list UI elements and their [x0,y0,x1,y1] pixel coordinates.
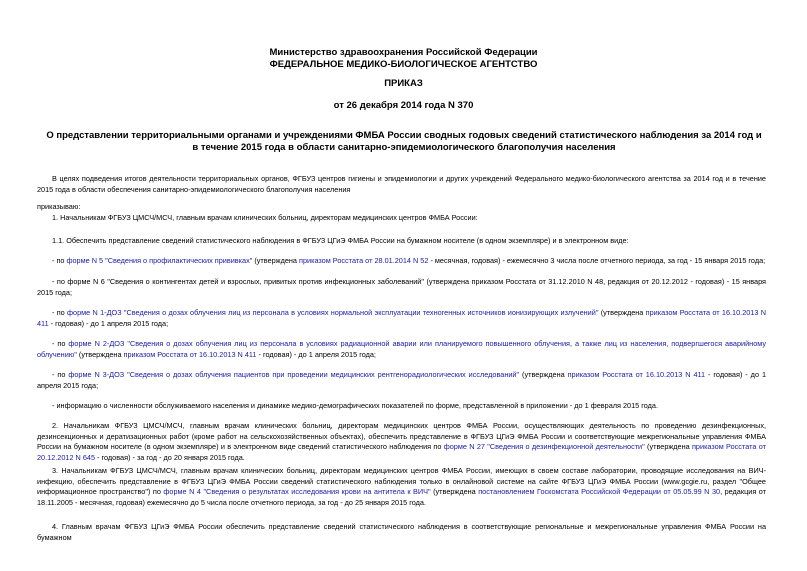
bullet-text: (утверждена [252,256,299,265]
bullet-text: - по [52,370,69,379]
paragraph-text: (утверждена [644,442,692,451]
bullet-text: - годовая) - до 1 апреля 2015 года; [37,370,766,390]
bullet-form-1-doz [37,308,766,329]
link-rosstat-order-411[interactable]: приказом Росстата от 16.10.2013 N 411 [123,349,257,359]
link-rosstat-order-52[interactable]: приказом Росстата от 28.01.2014 N 52 [299,256,429,265]
paragraph-2 [37,421,766,463]
document-date: от 26 декабря 2014 года N 370 [333,100,474,111]
link-form-1-doz[interactable]: форме N 1-ДОЗ "Сведения о дозах облучения лиц из персонала в условиях нормальной эксплуатации техногенных источников ионизирующих излучений" [67,308,599,317]
paragraph-intro: В целях подведения итогов деятельности территориальных органов, ФГБУЗ центров гигиены и эпидемиологии и других учреждений Федерального медико-биологического агентства за 2014 год и в течение 2015 года в области обеспечения санитарно-эпидемиологического благополучия населения [37,174,766,194]
bullet-text: (утверждена [76,349,124,359]
bullet-text: (утверждена [519,370,568,379]
link-form-2-doz[interactable]: форме N 2-ДОЗ "Сведения о дозах облучения лиц из персонала в условиях радиационной аварии или планируемого повышенного облучения, а также лиц из населения, подвергшегося аварийному облучению" [37,339,767,359]
link-form-5[interactable]: форме N 5 "Сведения о профилактических прививках" [66,256,253,265]
agency-name: ФЕДЕРАЛЬНОЕ МЕДИКО-БИОЛОГИЧЕСКОЕ АГЕНТСТВО [269,59,538,70]
paragraph-text: (утверждена [430,487,479,496]
document-title: О представлении территориальными органами и учреждениями ФМБА России сводных годовых сведений статистического наблюдения за 2014 год и в течение 2015 года в области санитарно-эпидемиологического благополучия населения [46,130,762,153]
paragraph-1: 1. Начальникам ФГБУЗ ЦМСЧ/МСЧ, главным врачам клинических больниц, директорам медицинских центров ФМБА России: [52,213,478,222]
link-rosstat-order-411[interactable]: приказом Росстата от 16.10.2013 N 411 [37,308,766,328]
link-form-27[interactable]: форме N 27 "Сведения о дезинфекционной деятельности" [443,442,645,451]
document-type: ПРИКАЗ [384,78,423,89]
link-form-3-doz[interactable]: форме N 3-ДОЗ "Сведения о дозах облучения пациентов при проведении медицинских рентгенорадиологических исследований" [68,370,520,379]
bullet-text: - по [52,256,67,265]
paragraph-text: 3. Начальникам ФГБУЗ ЦМСЧ/МСЧ, главным врачам клинических больниц, директорам медицинских центров ФМБА России, имеющих в своем составе лаборатории, проводящие исследования на ВИЧ-инфекцию, обеспечить представление в ФГБУЗ ЦГиЭ ФМБА России сведений статистического наблюдения только в онлайновой системе на сайте ФГБУЗ ЦГиЭ ФМБА России (www.gcgie.ru, раздел "Общее информационное пространство") по [37,466,766,496]
link-rosstat-order-645[interactable]: приказом Росстата от 20.12.2012 N 645 [37,442,766,462]
bullet-form-6: - по форме N 6 "Сведения о контингентах детей и взрослых, привитых против инфекционных заболеваний" (утверждена приказом Росстата от 31.12.2010 N 48, редакция от 20.12.2012 - годовая) - 15 января 2015 года; [37,277,766,297]
link-form-4[interactable]: форме N 4 "Сведения о результатах исследования крови на антитела к ВИЧ" [163,487,431,496]
bullet-text: - месячная, годовая) - ежемесячно 3 числа после отчетного периода, за год - 15 января 2015 года; [428,256,766,265]
paragraph-1-1: 1.1. Обеспечить представление сведений статистического наблюдения в ФГБУЗ ЦГиЭ ФМБА России на бумажном носителе (в одном экземпляре) и в электронном виде: [52,236,629,245]
bullet-form-2-doz [37,339,766,360]
ministry-name: Министерство здравоохранения Российской Федерации [269,47,538,58]
paragraph-3 [37,466,766,508]
bullet-text: - по [52,339,69,348]
link-rosstat-order-411[interactable]: приказом Росстата от 16.10.2013 N 411 [567,370,706,379]
paragraph-text: 2. Начальникам ФГБУЗ ЦМСЧ/МСЧ, главным врачам клинических больниц, директорам медицинских центров ФМБА России, осуществляющих деятельность по проведению дезинфекционных, дезинсекционных и дератизационных работ (кроме работ на сельскохозяйственных объектах), обеспечить представление в ФГБУЗ ЦГиЭ ФМБА России и соответствующие межрегиональные управления ФМБА России на бумажном носителе (в одном экземпляре) и в электронном виде сведений статистического наблюдения по [37,421,766,451]
bullet-text: - годовая) - до 1 апреля 2015 года; [256,349,376,359]
bullet-form-3-doz [37,370,766,391]
link-goskomstat-resolution-30[interactable]: постановлением Госкомстата Российской Федерации от 05.05.99 N 30 [478,487,721,496]
paragraph-4: 4. Главным врачам ФГБУЗ ЦГиЭ ФМБА России обеспечить представление сведений статистического наблюдения в соответствующие региональные и межрегиональные управления ФМБА России на бумажном [37,522,766,542]
paragraph-text: , редакция от 18.11.2005 - месячная, годовая) ежемесячно до 5 числа после отчетного периода, за год - до 25 января 2015 года. [37,487,767,507]
bullet-form-5 [37,256,766,267]
bullet-text: (утверждена [598,308,646,317]
paragraph-order: приказываю: [37,202,81,211]
bullet-text: - по [52,308,68,317]
paragraph-text: - годовая) - за год - до 20 января 2015 года. [95,452,245,462]
bullet-population-info: - информацию о численности обслуживаемого населения и динамике медико-демографических показателей по форме, представленной в приложении - до 1 февраля 2015 года. [52,401,658,410]
document-header [0,47,807,71]
bullet-text: - годовая) - до 1 апреля 2015 года; [48,318,169,328]
